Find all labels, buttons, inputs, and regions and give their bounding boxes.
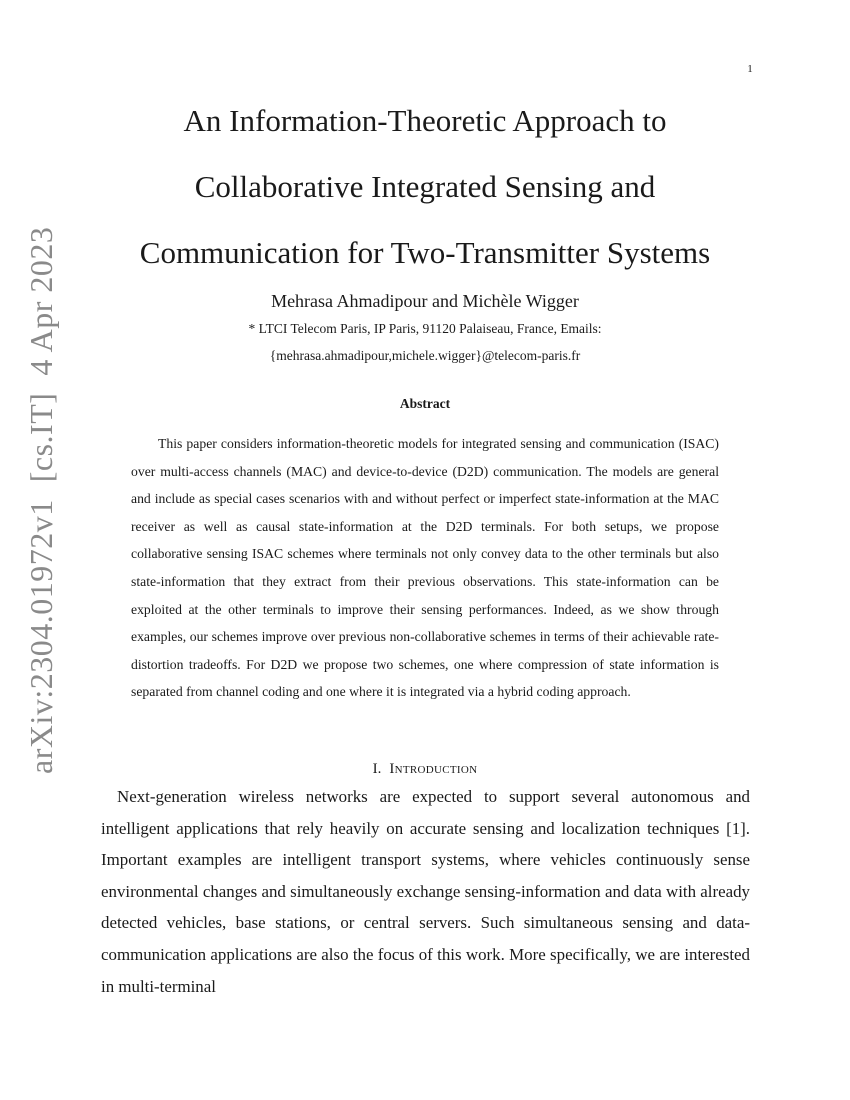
abstract-text: This paper considers information-theoretic models for integrated sensing and communication (ISAC) over multi-access channels (MAC) and device-to-device (D2D) communication. The models are general and include as special cases scenarios with and without perfect or imperfect state-information at the MAC receiver as well as causal state-information at the D2D terminals. For both setups, we propose collaborative sensing ISAC schemes where terminals not only convey data to the other terminals but also state-information that they extract from their previous observations. This state-information can be exploited at the other terminals to improve their sensing performances. Indeed, as we show through examples, our schemes improve over previous non-collaborative schemes in terms of their achievable rate-distortion tradeoffs. For D2D we propose two schemes, one where compression of state information is separated from channel coding and one where it is integrated via a hybrid coding approach. <box>131 436 719 700</box>
arxiv-identifier-stamp: arXiv:2304.01972v1 [cs.IT] 4 Apr 2023 <box>23 226 59 774</box>
title-line-1: An Information-Theoretic Approach to <box>183 103 667 138</box>
author-list: Mehrasa Ahmadipour and Michèle Wigger <box>271 291 579 311</box>
author-affiliation: * LTCI Telecom Paris, IP Paris, 91120 Palaiseau, France, Emails: <box>248 321 602 336</box>
introduction-paragraph: Next-generation wireless networks are expected to support several autonomous and intelligent applications that rely heavily on accurate sensing and localization techniques [1]. Important examples are intelligent transport systems, where vehicles continuously sense environmental changes and simultaneously exchange sensing-information and data with already detected vehicles, base stations, or central servers. Such simultaneous sensing and data-communication applications are also the focus of this work. More specifically, we are interested in multi-terminal <box>101 787 750 996</box>
section-title: Introduction <box>389 761 478 778</box>
title-line-2: Collaborative Integrated Sensing and <box>194 169 656 204</box>
section-number: I. <box>372 761 382 778</box>
abstract-heading: Abstract <box>399 396 451 411</box>
section-heading-introduction <box>100 757 750 781</box>
page-number: 1 <box>747 63 753 75</box>
title-line-3: Communication for Two-Transmitter Systems <box>139 235 711 270</box>
paper-title <box>70 88 780 286</box>
author-emails: {mehrasa.ahmadipour,michele.wigger}@telecom-paris.fr <box>269 348 581 363</box>
